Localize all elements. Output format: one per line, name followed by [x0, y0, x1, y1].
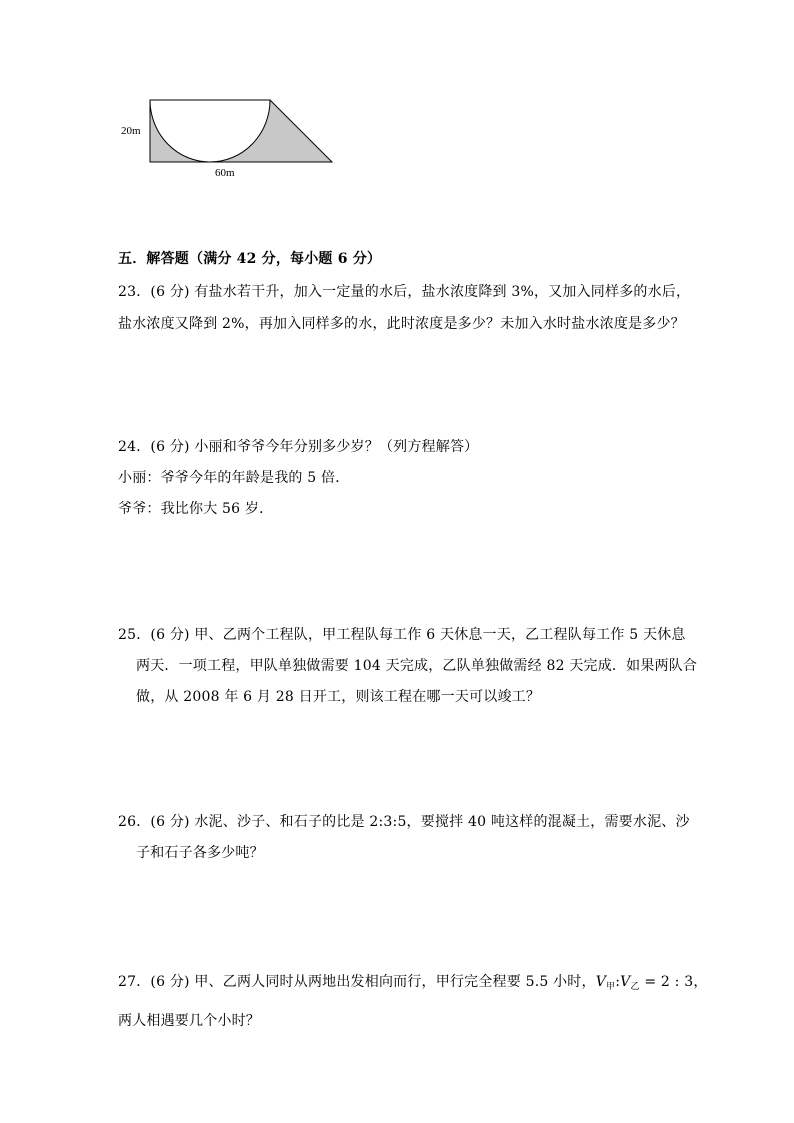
- section-title: 五．解答题（满分 42 分，每小题 6 分）: [118, 251, 382, 267]
- geometry-figure: [112, 92, 352, 187]
- q23-line1: 23．(6 分) 有盐水若干升，加入一定量的水后，盐水浓度降到 3%，又加入同样多的水后，: [118, 284, 691, 300]
- q27-line1: [118, 971, 708, 992]
- q25-line2: 两天．一项工程，甲队单独做需要 104 天完成，乙队单独做需经 82 天完成．如果两队合: [136, 658, 698, 674]
- q26-line1: 26．(6 分) 水泥、沙子、和石子的比是 2:3:5，要搅拌 40 吨这样的混凝土，需要水泥、沙: [118, 814, 690, 830]
- q24-line3: 爷爷：我比你大 56 岁．: [118, 501, 274, 517]
- ratio-colon: :: [615, 974, 621, 990]
- ratio-value: = 2 : 3，: [639, 974, 708, 990]
- q23-line2: 盐水浓度又降到 2%，再加入同样多的水，此时浓度是多少？未加入水时盐水浓度是多少？: [118, 316, 685, 332]
- width-label: 60m: [215, 167, 235, 179]
- height-label: 20m: [121, 125, 141, 137]
- velocity-symbol-a: V: [595, 974, 607, 990]
- q27-text: 27．(6 分) 甲、乙两人同时从两地出发相向而行，甲行完全程要 5.5 小时，: [118, 974, 596, 990]
- q24-line2: 小丽：爷爷今年的年龄是我的 5 倍．: [118, 470, 350, 486]
- velocity-symbol-b: V: [620, 974, 631, 990]
- q27-line2: 两人相遇要几个小时？: [118, 1013, 260, 1029]
- q25-line3: 做，从 2008 年 6 月 28 日开工，则该工程在哪一天可以竣工？: [136, 689, 541, 705]
- q24-line1: 24．(6 分) 小丽和爷爷今年分别多少岁？（列方程解答）: [118, 439, 479, 455]
- q25-line1: 25．(6 分) 甲、乙两个工程队，甲工程队每工作 6 天休息一天，乙工程队每工作 5 天休息: [118, 627, 686, 643]
- velocity-subscript-b: 乙: [630, 982, 640, 992]
- q26-line2: 子和石子各多少吨？: [136, 845, 264, 861]
- velocity-subscript-a: 甲: [606, 982, 616, 992]
